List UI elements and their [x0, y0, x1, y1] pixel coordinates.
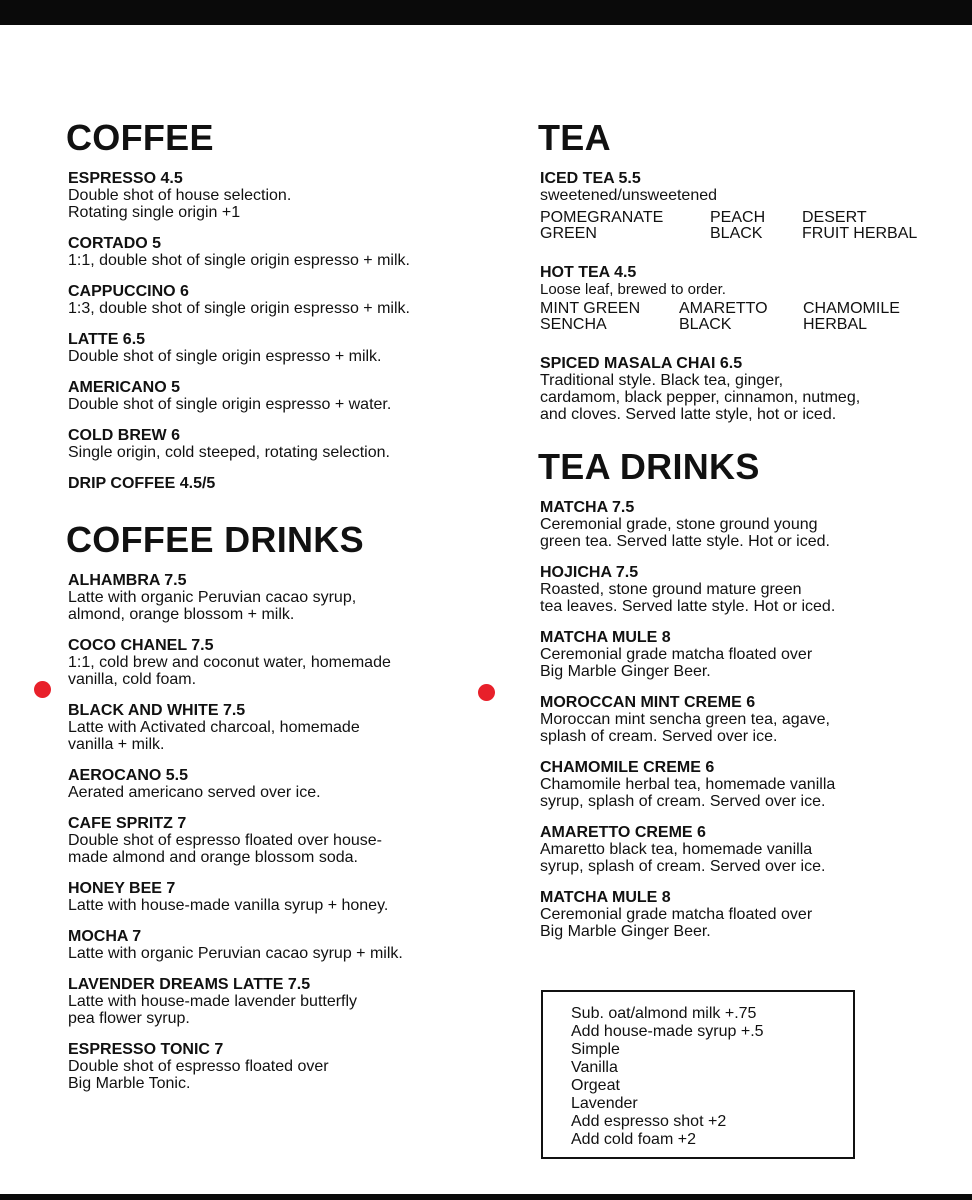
coffee-drink-item-desc: Latte with organic Peruvian cacao syrup, [68, 589, 357, 606]
iced-tea-options [540, 210, 955, 242]
coffee-drink-item [68, 976, 498, 1027]
coffee-item [68, 283, 498, 317]
tea-option [540, 301, 679, 333]
coffee-drink-item-desc: Latte with Activated charcoal, homemade [68, 719, 360, 736]
coffee-drink-item [68, 572, 498, 623]
addon-line: Add house-made syrup +.5 [571, 1023, 764, 1040]
tea-drink-item-desc: Ceremonial grade matcha floated over [540, 906, 813, 923]
tea-drink-item-title: MATCHA 7.5 [540, 499, 635, 516]
tea-option [802, 210, 942, 242]
marker-dot-right [478, 684, 495, 701]
addon-line: Vanilla [571, 1059, 618, 1076]
coffee-drinks-list [68, 572, 498, 1092]
hot-tea-title: HOT TEA 4.5 [540, 264, 637, 281]
coffee-drink-item-desc: Aerated americano served over ice. [68, 784, 321, 801]
coffee-item-title: COLD BREW 6 [68, 427, 180, 444]
tea-option [803, 301, 943, 333]
coffee-drink-item-title: ESPRESSO TONIC 7 [68, 1041, 224, 1058]
coffee-item [68, 475, 498, 492]
left-column [68, 118, 498, 1106]
coffee-item-desc: Double shot of single origin espresso + water. [68, 396, 392, 413]
tea-drink-item-title: MATCHA MULE 8 [540, 629, 671, 646]
tea-drink-item-title: MATCHA MULE 8 [540, 889, 671, 906]
tea-option-line: POMEGRANATE [540, 209, 664, 226]
coffee-drink-item [68, 928, 498, 962]
coffee-drink-item [68, 1041, 498, 1092]
tea-option-line: FRUIT HERBAL [802, 225, 918, 242]
coffee-item [68, 235, 498, 269]
tea-drink-item-desc: syrup, splash of cream. Served over ice. [540, 793, 826, 810]
coffee-drink-item-title: AEROCANO 5.5 [68, 767, 189, 784]
coffee-drink-item-title: MOCHA 7 [68, 928, 142, 945]
coffee-drink-item-desc: almond, orange blossom + milk. [68, 606, 295, 623]
tea-drink-item-desc: splash of cream. Served over ice. [540, 728, 778, 745]
coffee-drink-item-desc: Latte with house-made lavender butterfly [68, 993, 358, 1010]
hot-tea-options [540, 301, 955, 333]
tea-drink-item-title: HOJICHA 7.5 [540, 564, 639, 581]
tea-drink-item-title: AMARETTO CREME 6 [540, 824, 706, 841]
coffee-drink-item-title: CAFE SPRITZ 7 [68, 815, 187, 832]
tea-drink-item [540, 759, 955, 810]
tea-drink-item [540, 629, 955, 680]
coffee-drink-item-desc: Latte with organic Peruvian cacao syrup + milk. [68, 945, 403, 962]
tea-drink-item-title: MOROCCAN MINT CREME 6 [540, 694, 756, 711]
coffee-drink-item-title: BLACK AND WHITE 7.5 [68, 702, 246, 719]
hot-tea-desc: Loose leaf, brewed to order. [540, 281, 726, 298]
hot-tea-item [540, 264, 955, 333]
tea-option [679, 301, 803, 333]
coffee-drinks-heading: COFFEE DRINKS [66, 519, 364, 560]
tea-drink-item-desc: Ceremonial grade, stone ground young [540, 516, 818, 533]
tea-drink-item [540, 499, 955, 550]
marker-dot-left [34, 681, 51, 698]
tea-drink-item-desc: Chamomile herbal tea, homemade vanilla [540, 776, 836, 793]
coffee-item-title: AMERICANO 5 [68, 379, 181, 396]
tea-drink-item-desc: Ceremonial grade matcha floated over [540, 646, 813, 663]
tea-option-line: DESERT [802, 209, 867, 226]
coffee-item-title: CORTADO 5 [68, 235, 162, 252]
tea-option-line: CHAMOMILE [803, 300, 900, 317]
tea-drink-item-desc: Moroccan mint sencha green tea, agave, [540, 711, 830, 728]
tea-option [540, 210, 710, 242]
coffee-item [68, 379, 498, 413]
coffee-drink-item-desc: Double shot of espresso floated over [68, 1058, 329, 1075]
coffee-drink-item-title: ALHAMBRA 7.5 [68, 572, 187, 589]
coffee-drink-item [68, 767, 498, 801]
coffee-item-title: CAPPUCCINO 6 [68, 283, 189, 300]
tea-drink-item-desc: Amaretto black tea, homemade vanilla [540, 841, 813, 858]
tea-drink-item-desc: Roasted, stone ground mature green [540, 581, 802, 598]
coffee-item-desc: Rotating single origin +1 [68, 204, 241, 221]
chai-desc-line: Traditional style. Black tea, ginger, [540, 372, 784, 389]
iced-tea-title: ICED TEA 5.5 [540, 170, 641, 187]
tea-option [710, 210, 802, 242]
coffee-drink-item-desc: 1:1, cold brew and coconut water, homemade [68, 654, 391, 671]
coffee-list [68, 170, 498, 492]
tea-option-line: HERBAL [803, 316, 868, 333]
coffee-item [68, 427, 498, 461]
coffee-drink-item-desc: Big Marble Tonic. [68, 1075, 191, 1092]
tea-drinks-heading: TEA DRINKS [538, 446, 760, 487]
coffee-item-desc: Double shot of house selection. [68, 187, 292, 204]
tea-option-line: GREEN [540, 225, 597, 242]
tea-drink-item [540, 564, 955, 615]
tea-drinks-list [540, 499, 955, 940]
tea-option-line: BLACK [679, 316, 732, 333]
tea-drink-item-desc: green tea. Served latte style. Hot or iced. [540, 533, 830, 550]
coffee-drink-item-desc: made almond and orange blossom soda. [68, 849, 358, 866]
coffee-drink-item-title: LAVENDER DREAMS LATTE 7.5 [68, 976, 311, 993]
coffee-drink-item [68, 880, 498, 914]
coffee-item [68, 331, 498, 365]
tea-option-line: BLACK [710, 225, 763, 242]
tea-option-line: PEACH [710, 209, 766, 226]
tea-drink-item-desc: tea leaves. Served latte style. Hot or iced. [540, 598, 836, 615]
iced-tea-desc: sweetened/unsweetened [540, 187, 718, 204]
coffee-drink-item-desc: pea flower syrup. [68, 1010, 190, 1027]
addon-line: Simple [571, 1041, 620, 1058]
coffee-item-desc: Single origin, cold steeped, rotating selection. [68, 444, 390, 461]
tea-heading: TEA [538, 117, 611, 158]
top-black-bar [0, 0, 972, 25]
addon-line: Orgeat [571, 1077, 620, 1094]
coffee-drink-item-desc: Double shot of espresso floated over house- [68, 832, 382, 849]
right-column [540, 118, 955, 954]
tea-drink-item-title: CHAMOMILE CREME 6 [540, 759, 715, 776]
coffee-drink-item [68, 815, 498, 866]
tea-drink-item-desc: Big Marble Ginger Beer. [540, 663, 711, 680]
chai-desc [540, 372, 955, 423]
coffee-item-title: ESPRESSO 4.5 [68, 170, 183, 187]
tea-drink-item [540, 889, 955, 940]
coffee-item-title: DRIP COFFEE 4.5/5 [68, 475, 216, 492]
coffee-item-title: LATTE 6.5 [68, 331, 146, 348]
coffee-drink-item-desc: Latte with house-made vanilla syrup + honey. [68, 897, 389, 914]
tea-drink-item [540, 824, 955, 875]
coffee-drink-item-title: COCO CHANEL 7.5 [68, 637, 214, 654]
chai-desc-line: cardamom, black pepper, cinnamon, nutmeg, [540, 389, 861, 406]
tea-option-line: AMARETTO [679, 300, 768, 317]
chai-desc-line: and cloves. Served latte style, hot or iced. [540, 406, 837, 423]
chai-title: SPICED MASALA CHAI 6.5 [540, 355, 743, 372]
coffee-item [68, 170, 498, 221]
coffee-drink-item-desc: vanilla, cold foam. [68, 671, 197, 688]
tea-option-line: MINT GREEN [540, 300, 641, 317]
addon-line: Lavender [571, 1095, 638, 1112]
chai-item [540, 355, 955, 423]
coffee-item-desc: 1:1, double shot of single origin espresso + milk. [68, 252, 410, 269]
addon-line: Sub. oat/almond milk +.75 [571, 1005, 757, 1022]
iced-tea-item [540, 170, 955, 242]
bottom-black-bar [0, 1194, 972, 1200]
tea-option-line: SENCHA [540, 316, 607, 333]
addons-box [541, 990, 855, 1159]
coffee-drink-item [68, 637, 498, 688]
tea-drink-item-desc: Big Marble Ginger Beer. [540, 923, 711, 940]
coffee-item-desc: Double shot of single origin espresso + milk. [68, 348, 382, 365]
tea-drink-item-desc: syrup, splash of cream. Served over ice. [540, 858, 826, 875]
coffee-item-desc: 1:3, double shot of single origin espresso + milk. [68, 300, 410, 317]
coffee-drinks-section [68, 520, 498, 1092]
coffee-drink-item-desc: vanilla + milk. [68, 736, 165, 753]
addon-line: Add cold foam +2 [571, 1131, 696, 1148]
addon-line: Add espresso shot +2 [571, 1113, 727, 1130]
tea-drink-item [540, 694, 955, 745]
coffee-heading: COFFEE [66, 117, 214, 158]
coffee-drink-item-title: HONEY BEE 7 [68, 880, 176, 897]
coffee-drink-item [68, 702, 498, 753]
tea-drinks-section [540, 447, 955, 940]
